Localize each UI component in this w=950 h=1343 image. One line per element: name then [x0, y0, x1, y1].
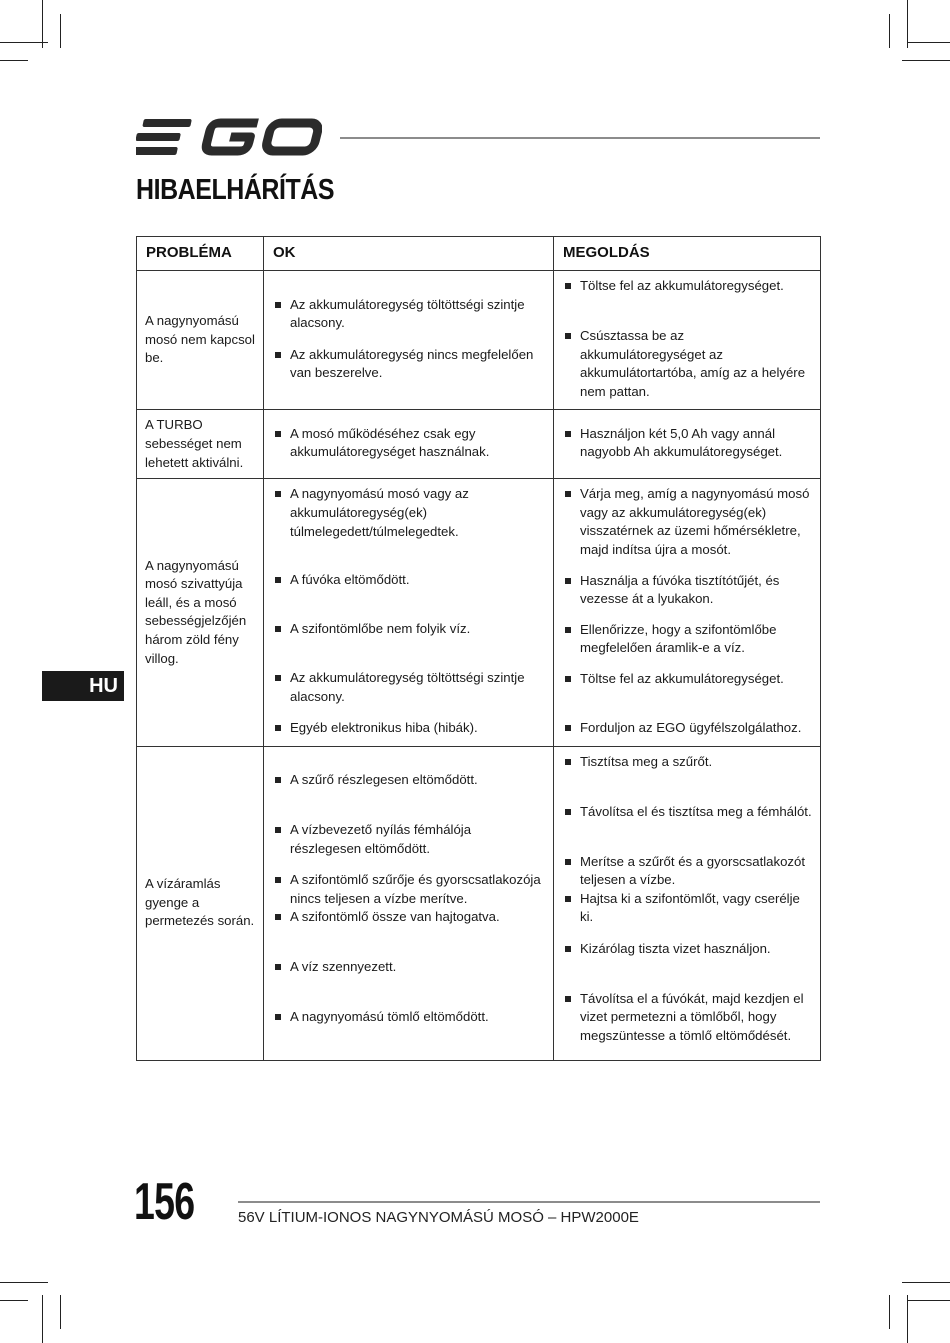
- cause-item: A nagynyomású tömlő eltömődött.: [274, 1008, 545, 1027]
- solution-item: Ellenőrizze, hogy a szifontömlőbe megfelelően áramlik-e a víz.: [564, 621, 812, 658]
- crop-mark: [0, 60, 28, 61]
- solution-item: Forduljon az EGO ügyfélszolgálathoz.: [564, 719, 812, 738]
- cause-item: A szűrő részlegesen eltömődött.: [274, 771, 545, 808]
- solution-cell: [554, 479, 821, 746]
- solution-cell: [554, 410, 821, 479]
- cause-cell: [264, 410, 554, 479]
- footer-product-title: 56V LÍTIUM-IONOS NAGYNYOMÁSÚ MOSÓ – HPW2000E: [238, 1209, 639, 1226]
- solution-cell: [554, 271, 821, 410]
- crop-mark: [60, 1295, 61, 1329]
- table-row: [137, 746, 821, 1060]
- solution-item: Távolítsa el és tisztítsa meg a fémhálót.: [564, 803, 812, 840]
- table-row: [137, 271, 821, 410]
- cause-cell: [264, 746, 554, 1060]
- crop-mark: [907, 1295, 908, 1343]
- solution-item: Kizárólag tiszta vizet használjon.: [564, 940, 812, 977]
- cause-item: A szifontömlőbe nem folyik víz.: [274, 620, 545, 657]
- cause-item: Egyéb elektronikus hiba (hibák).: [274, 719, 545, 738]
- table-row: [137, 479, 821, 746]
- column-header-solution: MEGOLDÁS: [554, 237, 821, 271]
- crop-mark: [902, 1282, 950, 1283]
- cause-item: Az akkumulátoregység töltöttségi szintje alacsony.: [274, 669, 545, 706]
- problem-cell: A TURBO sebességet nem lehetett aktiválni.: [137, 410, 264, 479]
- cause-item: A fúvóka eltömődött.: [274, 571, 545, 608]
- crop-mark: [0, 1300, 28, 1301]
- crop-mark: [889, 14, 890, 48]
- solution-item: Használjon két 5,0 Ah vagy annál nagyobb Ah akkumulátoregységet.: [564, 425, 812, 462]
- crop-mark: [0, 1282, 48, 1283]
- crop-mark: [907, 0, 908, 48]
- solution-item: Merítse a szűrőt és a gyorscsatlakozót teljesen a vízbe.: [564, 853, 812, 890]
- cause-item: A víz szennyezett.: [274, 958, 545, 995]
- solution-item: Hajtsa ki a szifontömlőt, vagy cserélje ki.: [564, 890, 812, 927]
- column-header-problem: PROBLÉMA: [137, 237, 264, 271]
- language-tab: HU: [42, 671, 124, 701]
- cause-item: A nagynyomású mosó vagy az akkumulátoregység(ek) túlmelegedett/túlmelegedtek.: [274, 485, 545, 559]
- solution-item: Tisztítsa meg a szűrőt.: [564, 753, 812, 790]
- cause-item: A szifontömlő szűrője és gyorscsatlakozója nincs teljesen a vízbe merítve.: [274, 871, 545, 908]
- crop-mark: [907, 42, 950, 43]
- ego-logo: [136, 114, 322, 160]
- troubleshooting-table: [136, 236, 821, 1061]
- crop-mark: [0, 42, 48, 43]
- solution-cell: [554, 746, 821, 1060]
- cause-item: A szifontömlő össze van hajtogatva.: [274, 908, 545, 945]
- solution-item: Csúsztassa be az akkumulátoregységet az akkumulátortartóba, amíg az a helyére nem pattan.: [564, 327, 812, 401]
- solution-item: Töltse fel az akkumulátoregységet.: [564, 670, 812, 707]
- footer-rule: [238, 1201, 820, 1203]
- page-title: HIBAELHÁRÍTÁS: [136, 174, 335, 206]
- cause-item: A mosó működéséhez csak egy akkumulátoregységet használnak.: [274, 425, 545, 462]
- solution-item: Távolítsa el a fúvókát, majd kezdjen el vizet permetezni a tömlőből, hogy megszüntesse a tömlő eltömődését.: [564, 990, 812, 1046]
- page-number: 156: [134, 1173, 195, 1231]
- cause-item: A vízbevezető nyílás fémhálója részlegesen eltömődött.: [274, 821, 545, 858]
- crop-mark: [907, 1300, 950, 1301]
- column-header-cause: OK: [264, 237, 554, 271]
- crop-mark: [42, 0, 43, 48]
- problem-cell: A nagynyomású mosó szivattyúja leáll, és a mosó sebességjelzőjén három zöld fény villog.: [137, 479, 264, 746]
- cause-cell: [264, 271, 554, 410]
- cause-item: Az akkumulátoregység nincs megfelelően van beszerelve.: [274, 346, 545, 383]
- cause-cell: [264, 479, 554, 746]
- crop-mark: [889, 1295, 890, 1329]
- solution-item: Használja a fúvóka tisztítótűjét, és vezesse át a lyukakon.: [564, 572, 812, 609]
- problem-cell: A nagynyomású mosó nem kapcsol be.: [137, 271, 264, 410]
- crop-mark: [902, 60, 950, 61]
- table-row: [137, 410, 821, 479]
- header-rule: [340, 137, 820, 139]
- cause-item: Az akkumulátoregység töltöttségi szintje alacsony.: [274, 296, 545, 333]
- crop-mark: [42, 1295, 43, 1343]
- solution-item: Töltse fel az akkumulátoregységet.: [564, 277, 812, 314]
- table-header-row: [137, 237, 821, 271]
- solution-item: Várja meg, amíg a nagynyomású mosó vagy az akkumulátoregység(ek) visszatérnek az üzemi hőmérsékletre, majd indítsa újra a mosót.: [564, 485, 812, 559]
- crop-mark: [60, 14, 61, 48]
- problem-cell: A vízáramlás gyenge a permetezés során.: [137, 746, 264, 1060]
